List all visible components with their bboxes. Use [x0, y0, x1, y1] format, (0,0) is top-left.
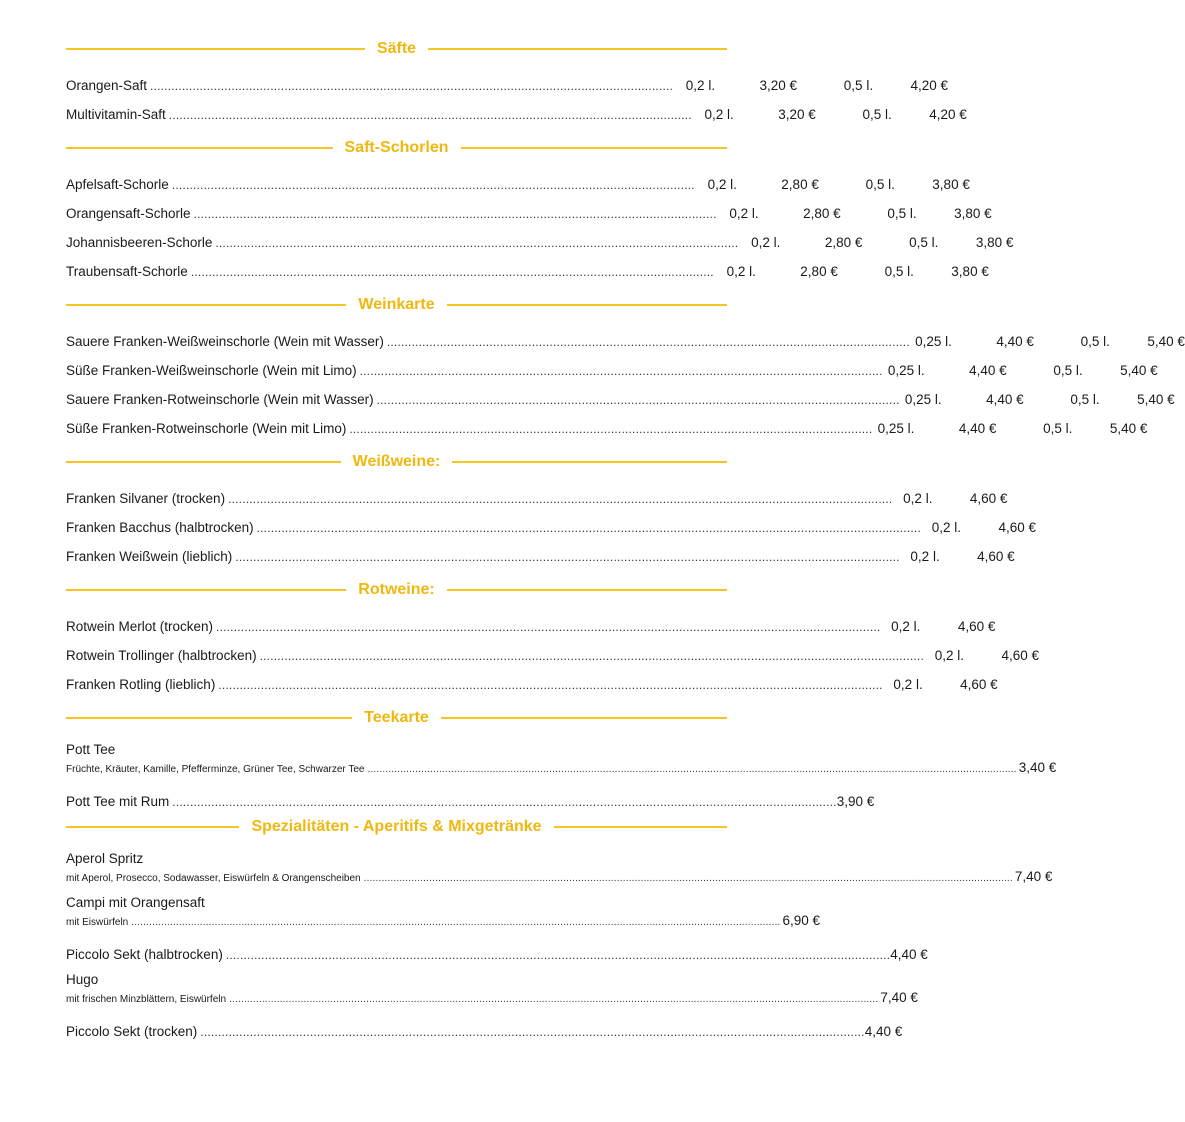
heading-rule [447, 589, 727, 591]
menu-item [66, 249, 989, 279]
item-size-small: 0,2 l. [726, 263, 756, 279]
section-saefte [66, 36, 967, 122]
menu-item [66, 779, 875, 809]
section-heading [66, 577, 727, 603]
item-size: 0,2 l. [934, 647, 964, 663]
item-price: 4,60 € [957, 618, 996, 634]
item-name: Franken Bacchus (halbtrocken) [66, 519, 254, 535]
menu-item [66, 840, 1053, 888]
item-price-large: 5,40 € [1137, 391, 1175, 407]
section-weissweine [66, 449, 1036, 564]
menu-item [66, 1009, 903, 1039]
leader-dots: .................................................................................................................................................... [150, 79, 674, 93]
section-heading [66, 449, 727, 475]
leader-dots: .................................................................................................................................................... [349, 422, 873, 436]
heading-rule [428, 48, 727, 50]
menu-item [66, 162, 970, 192]
heading-rule [66, 826, 239, 828]
item-name: Orangen-Saft [66, 77, 148, 93]
heading-rule [66, 717, 352, 719]
leader-dots: .................................................................................................................................................... [171, 178, 695, 192]
item-size-large: 0,5 l. [1080, 333, 1110, 349]
item-price: 6,90 € [782, 913, 821, 928]
item-price-small: 4,40 € [969, 362, 1007, 378]
menu-item [66, 633, 1039, 663]
leader-dots: .......................................................................................................................................................................................................................... [131, 917, 781, 928]
item-name: Rotwein Trollinger (halbtrocken) [66, 647, 257, 663]
item-size-large: 0,5 l. [865, 176, 895, 192]
item-name: Franken Weißwein (lieblich) [66, 548, 233, 564]
item-size-large: 0,5 l. [887, 205, 917, 221]
item-price-large: 3,80 € [975, 234, 1014, 250]
item-size-large: 0,5 l. [843, 77, 874, 93]
item-name: Piccolo Sekt (halbtrocken) [66, 946, 223, 962]
leader-dots: ............................................................................................................................................................................................ [216, 620, 881, 634]
heading-rule [554, 826, 727, 828]
leader-dots: .......................................................................................................................................................................................................................... [367, 764, 1017, 775]
item-name: Multivitamin-Saft [66, 106, 166, 122]
item-price-large: 5,40 € [1120, 362, 1158, 378]
item-size: 0,2 l. [893, 676, 923, 692]
section-weinkarte [66, 292, 1185, 436]
leader-dots: .......................................................................................................................................................................................................................... [229, 994, 879, 1005]
heading-rule [447, 304, 727, 306]
item-price-small: 2,80 € [803, 205, 841, 221]
item-size-small: 0,25 l. [877, 420, 915, 436]
section-rotweine [66, 577, 1039, 692]
item-description: mit Eiswürfeln [66, 917, 129, 928]
leader-dots: .................................................................................................................................................... [190, 265, 714, 279]
item-price: 4,60 € [960, 676, 998, 692]
item-price-small: 2,80 € [781, 176, 819, 192]
item-price: 4,60 € [969, 490, 1008, 506]
section-title: Spezialitäten - Aperitifs & Mixgetränke [251, 818, 542, 835]
item-price-large: 3,80 € [932, 176, 970, 192]
section-title: Weinkarte [358, 296, 435, 313]
item-name: Franken Rotling (lieblich) [66, 676, 216, 692]
item-name: Apfelsaft-Schorle [66, 176, 169, 192]
item-price-large: 3,80 € [954, 205, 992, 221]
menu-item [66, 348, 1158, 378]
leader-dots: .................................................................................................................................................... [386, 335, 910, 349]
item-size-small: 0,25 l. [887, 362, 925, 378]
leader-dots: ............................................................................................................................................................................................ [228, 492, 893, 506]
item-description: Früchte, Kräuter, Kamille, Pfefferminze, Grüner Tee, Schwarzer Tee [66, 764, 365, 775]
item-price-large: 4,20 € [910, 77, 949, 93]
item-name: Franken Silvaner (trocken) [66, 490, 226, 506]
item-name: Süße Franken-Rotweinschorle (Wein mit Limo) [66, 420, 347, 436]
item-price: 4,60 € [977, 548, 1015, 564]
menu-item [66, 662, 998, 692]
item-price: 4,60 € [998, 519, 1036, 535]
item-price-small: 2,80 € [824, 234, 863, 250]
item-size: 0,2 l. [910, 548, 940, 564]
section-heading [66, 292, 727, 318]
item-name: Sauere Franken-Weißweinschorle (Wein mit Wasser) [66, 333, 384, 349]
menu-item [66, 604, 996, 634]
item-size-small: 0,2 l. [729, 205, 759, 221]
item-price-small: 4,40 € [958, 420, 997, 436]
item-price: 7,40 € [880, 990, 918, 1005]
menu-item [66, 92, 967, 122]
section-heading [66, 135, 727, 161]
item-price: 7,40 € [1014, 869, 1053, 884]
leader-dots: ............................................................................................................................................................................................ [259, 649, 924, 663]
menu-item [66, 220, 1014, 250]
item-name: Campi mit Orangensaft [66, 895, 205, 910]
leader-dots: .................................................................................................................................................... [193, 207, 717, 221]
menu-item [66, 731, 1057, 779]
menu-item [66, 476, 1008, 506]
item-size-small: 0,2 l. [685, 77, 716, 93]
section-title: Rotweine: [358, 581, 435, 598]
item-price-large: 4,20 € [929, 106, 967, 122]
leader-dots: ............................................................................................................................................................................................ [256, 521, 921, 535]
leader-dots: ............................................................................................................................................................................................ [225, 948, 891, 962]
section-title: Weißweine: [352, 453, 441, 470]
item-name: Johannisbeeren-Schorle [66, 234, 213, 250]
item-size-large: 0,5 l. [862, 106, 892, 122]
item-size-small: 0,2 l. [751, 234, 781, 250]
heading-rule [66, 589, 346, 591]
item-name: Süße Franken-Weißweinschorle (Wein mit Limo) [66, 362, 357, 378]
item-name: Hugo [66, 972, 99, 987]
heading-rule [66, 48, 365, 50]
heading-rule [66, 147, 333, 149]
item-name: Sauere Franken-Rotweinschorle (Wein mit Wasser) [66, 391, 374, 407]
menu-item [66, 534, 1015, 564]
menu-item [66, 406, 1148, 436]
item-size-small: 0,25 l. [915, 333, 952, 349]
item-price-small: 4,40 € [986, 391, 1024, 407]
item-name: Pott Tee [66, 742, 116, 757]
item-size-large: 0,5 l. [884, 263, 914, 279]
leader-dots: .......................................................................................................................................................................................................................... [363, 873, 1013, 884]
menu-item [66, 932, 928, 962]
item-size-large: 0,5 l. [1043, 420, 1073, 436]
item-name: Rotwein Merlot (trocken) [66, 618, 214, 634]
item-name: Piccolo Sekt (trocken) [66, 1023, 198, 1039]
menu-item [66, 888, 821, 932]
item-price-small: 3,20 € [759, 77, 798, 93]
menu-item [66, 505, 1036, 535]
item-price-large: 5,40 € [1147, 333, 1185, 349]
item-price: 4,40 € [890, 946, 928, 962]
menu-page [66, 36, 1185, 1052]
item-size: 0,2 l. [903, 490, 933, 506]
menu-item [66, 191, 992, 221]
menu-item [66, 63, 949, 93]
heading-rule [441, 717, 727, 719]
menu-item [66, 319, 1185, 349]
leader-dots: .................................................................................................................................................... [376, 393, 900, 407]
leader-dots: .................................................................................................................................................... [215, 236, 739, 250]
section-schorlen [66, 135, 1014, 279]
item-name: Traubensaft-Schorle [66, 263, 188, 279]
heading-rule [66, 304, 346, 306]
section-heading [66, 814, 727, 840]
item-size-large: 0,5 l. [1070, 391, 1100, 407]
heading-rule [461, 147, 728, 149]
menu-item [66, 377, 1175, 407]
item-price: 3,40 € [1018, 760, 1057, 775]
menu-item [66, 961, 918, 1009]
item-price-small: 2,80 € [800, 263, 838, 279]
item-price: 4,40 € [864, 1023, 903, 1039]
item-size-large: 0,5 l. [909, 234, 939, 250]
section-heading [66, 705, 727, 731]
item-size-small: 0,2 l. [707, 176, 737, 192]
item-size: 0,2 l. [891, 618, 921, 634]
item-price-large: 3,80 € [951, 263, 989, 279]
leader-dots: ............................................................................................................................................................................................ [235, 550, 900, 564]
item-name: Pott Tee mit Rum [66, 793, 170, 809]
leader-dots: ............................................................................................................................................................................................ [218, 678, 883, 692]
leader-dots: ............................................................................................................................................................................................ [200, 1025, 865, 1039]
heading-rule [452, 461, 727, 463]
item-name: Orangensaft-Schorle [66, 205, 191, 221]
section-title: Saft-Schorlen [344, 139, 449, 156]
leader-dots: .................................................................................................................................................... [168, 108, 692, 122]
item-description: mit frischen Minzblättern, Eiswürfeln [66, 994, 227, 1005]
section-heading [66, 36, 727, 62]
item-price-small: 3,20 € [778, 106, 816, 122]
section-teekarte [66, 705, 1057, 809]
item-price: 3,90 € [836, 793, 875, 809]
item-size-large: 0,5 l. [1053, 362, 1083, 378]
leader-dots: ............................................................................................................................................................................................ [172, 795, 837, 809]
section-title: Säfte [376, 40, 417, 57]
item-price-small: 4,40 € [996, 333, 1034, 349]
leader-dots: .................................................................................................................................................... [359, 364, 883, 378]
item-price: 4,60 € [1001, 647, 1039, 663]
section-title: Teekarte [364, 709, 429, 726]
heading-rule [66, 461, 341, 463]
item-price-large: 5,40 € [1109, 420, 1148, 436]
item-size-small: 0,2 l. [704, 106, 734, 122]
item-description: mit Aperol, Prosecco, Sodawasser, Eiswürfeln & Orangenscheiben [66, 873, 361, 884]
item-size-small: 0,25 l. [904, 391, 942, 407]
item-size: 0,2 l. [931, 519, 961, 535]
item-name: Aperol Spritz [66, 851, 144, 866]
section-spezialitaeten [66, 814, 1053, 1039]
